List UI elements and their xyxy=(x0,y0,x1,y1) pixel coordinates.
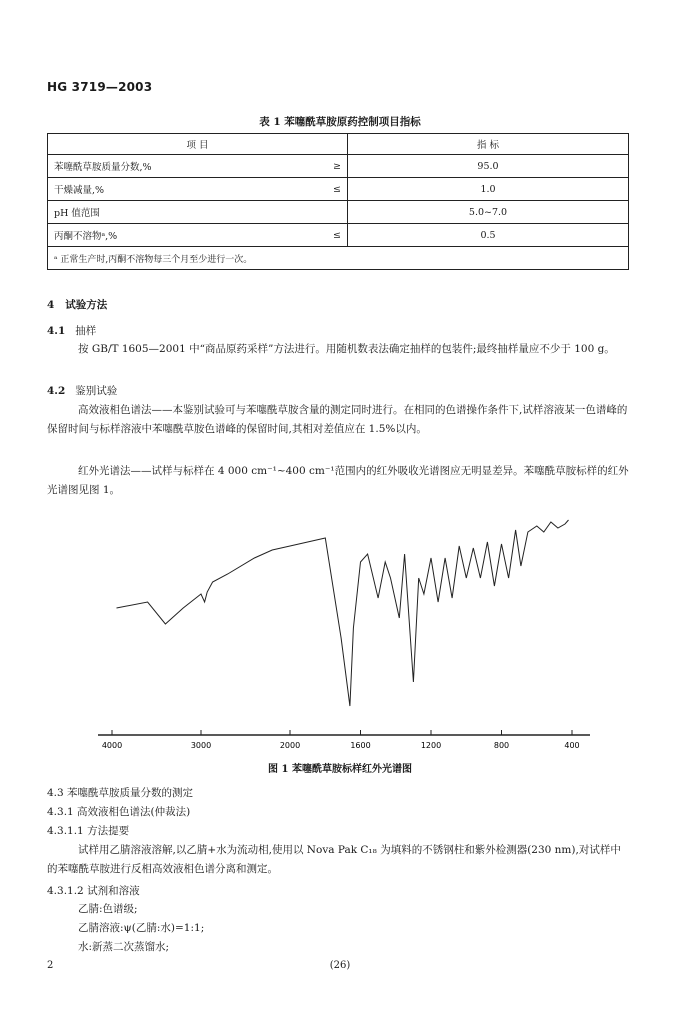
row-name: 丙酮不溶物ᵃ,% xyxy=(48,224,316,247)
row-name: 苯噻酰草胺质量分数,% xyxy=(48,155,316,178)
section-4-2-title: 鉴别试验 xyxy=(75,385,118,397)
row-name: pH 值范围 xyxy=(48,201,316,224)
document-code: HG 3719—2003 xyxy=(47,80,153,94)
section-4-3-1-1-heading: 4.3.1.1 方法提要 xyxy=(47,825,130,837)
section-4-number: 4 xyxy=(47,299,55,311)
x-axis-ticks xyxy=(102,730,580,750)
section-4-3-heading: 4.3 苯噻酰草胺质量分数的测定 xyxy=(47,787,194,799)
x-tick-label: 1200 xyxy=(420,741,442,750)
reagent-item: 水:新蒸二次蒸馏水; xyxy=(78,941,170,953)
section-4-2-number: 4.2 xyxy=(47,385,66,397)
row-value: 1.0 xyxy=(348,178,629,201)
reagent-item: 乙腈溶液:ψ(乙腈:水)=1:1; xyxy=(78,922,205,934)
x-tick-label: 400 xyxy=(564,741,580,750)
row-value: 95.0 xyxy=(348,155,629,178)
column-header-spec: 指 标 xyxy=(348,134,629,155)
x-tick-label: 4000 xyxy=(101,741,123,750)
spectrum-line xyxy=(117,520,569,706)
section-4-3-1-1-text: 试样用乙腈溶液溶解,以乙腈+水为流动相,使用以 Nova Pak C₁₈ 为填料的不锈钢柱和紫外检测器(230 nm),对试样中的苯噻酰草胺进行反相高效液相色谱分离和测定。 xyxy=(47,844,621,875)
x-tick-label: 3000 xyxy=(190,741,212,750)
page-number: 2 xyxy=(47,960,54,971)
section-4-2-paragraph-2: 红外光谱法——试样与标样在 4 000 cm⁻¹~400 cm⁻¹范围内的红外吸收光谱图应无明显差异。苯噻酰草胺标样的红外光谱图见图 1。 xyxy=(47,465,629,496)
section-4-title: 试验方法 xyxy=(65,299,108,311)
row-operator: ≥ xyxy=(315,155,348,178)
section-4-1-number: 4.1 xyxy=(47,325,66,337)
x-tick-label: 2000 xyxy=(279,741,301,750)
column-header-item: 项 目 xyxy=(48,134,348,155)
table-title: 表 1 苯噻酰草胺原药控制项目指标 xyxy=(259,116,421,128)
row-value: 0.5 xyxy=(348,224,629,247)
section-4-1-title: 抽样 xyxy=(75,325,97,337)
table-footnote: ᵃ 正常生产时,丙酮不溶物每三个月至少进行一次。 xyxy=(48,247,629,270)
section-4-1-text: 按 GB/T 1605—2001 中“商品原药采样”方法进行。用随机数表法确定抽样的包装件;最终抽样量应不少于 100 g。 xyxy=(78,343,615,355)
x-tick-label: 1600 xyxy=(350,741,371,750)
row-value: 5.0~7.0 xyxy=(348,201,629,224)
row-name: 干燥减量,% xyxy=(48,178,316,201)
section-4-3-1-2-heading: 4.3.1.2 试剂和溶液 xyxy=(47,885,140,897)
section-4-3-1-heading: 4.3.1 高效液相色谱法(仲裁法) xyxy=(47,806,191,818)
footer-center-number: (26) xyxy=(329,960,351,971)
row-operator: ≤ xyxy=(315,178,348,201)
row-operator: ≤ xyxy=(315,224,348,247)
figure-caption: 图 1 苯噻酰草胺标样红外光谱图 xyxy=(268,764,412,775)
section-4-2-paragraph-1: 高效液相色谱法——本鉴别试验可与苯噻酰草胺含量的测定同时进行。在相同的色谱操作条件下,试样溶液某一色谱峰的保留时间与标样溶液中苯噻酰草胺色谱峰的保留时间,其相对差值应在 1.5%以内。 xyxy=(47,404,628,435)
x-tick-label: 800 xyxy=(493,741,510,750)
reagent-item: 乙腈:色谱级; xyxy=(78,903,138,915)
